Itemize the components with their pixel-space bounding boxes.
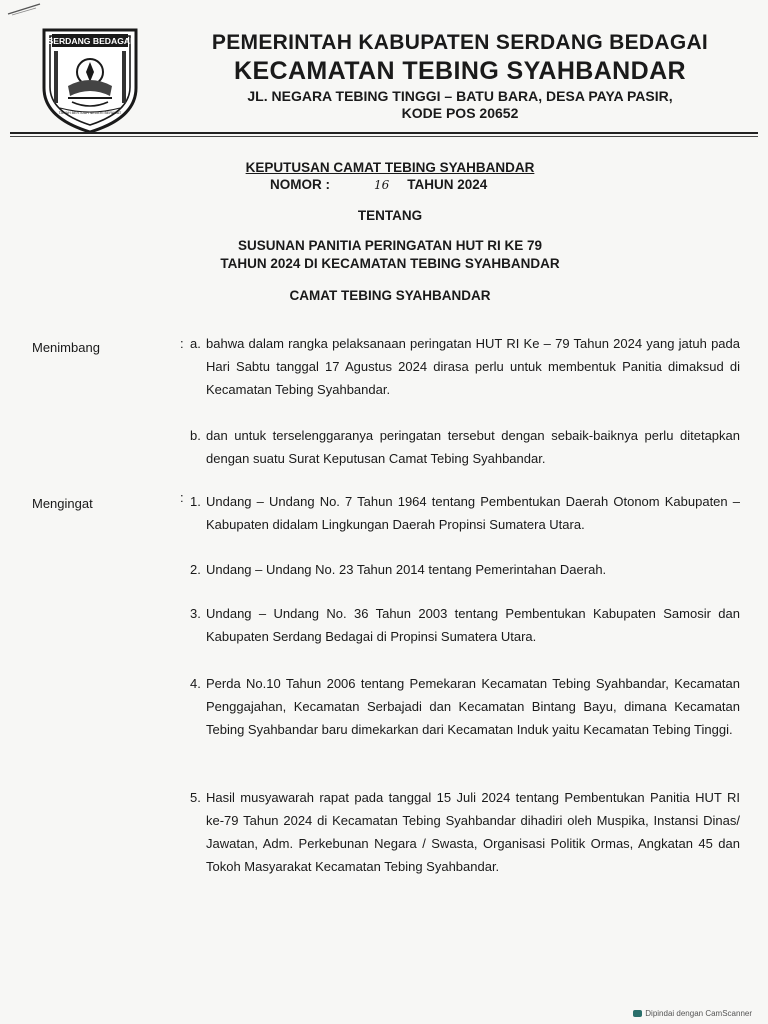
subject-line-1: SUSUNAN PANITIA PERINGATAN HUT RI KE 79 bbox=[237, 238, 543, 253]
mengingat-item-1 bbox=[190, 490, 740, 536]
menimbang-colon: : bbox=[180, 336, 184, 351]
district-name: KECAMATAN TEBING SYAHBANDAR bbox=[233, 57, 686, 85]
nomor-value: 16 bbox=[374, 178, 390, 192]
pen-mark bbox=[6, 2, 44, 16]
menimbang-item-b bbox=[190, 424, 740, 470]
nomor-label: NOMOR : bbox=[270, 177, 330, 192]
mengingat-item-4 bbox=[190, 672, 740, 741]
address-line: JL. NEGARA TEBING TINGGI – BATU BARA, DESA PAYA PASIR, bbox=[247, 88, 673, 104]
item-text: Hasil musyawarah rapat pada tanggal 15 Juli 2024 tentang Pembentukan Panitia HUT RI ke-79 Tahun 2024 di Kecamatan Tebing Syahbandar dihadiri oleh Muspika, Instansi Dinas/ Jawatan, Adm. Perkebunan Negara / Swasta, Organisasi Politik Ormas, Angkatan 45 dan Tokoh Masyarakat Kecamatan Tebing Syahbandar. bbox=[206, 790, 740, 874]
subject-line-2: TAHUN 2024 DI KECAMATAN TEBING SYAHBANDAR bbox=[220, 256, 560, 271]
decree-year: TAHUN 2024 bbox=[407, 177, 488, 192]
letterhead bbox=[150, 30, 768, 122]
item-marker: b. bbox=[190, 428, 201, 443]
item-text: dan untuk terselenggaranya peringatan tersebut dengan sebaik-baiknya perlu ditetapkan dengan suatu Surat Keputusan Camat Tebing Syahbandar. bbox=[206, 428, 740, 466]
tentang-heading: TENTANG bbox=[357, 208, 423, 223]
item-marker: a. bbox=[190, 336, 201, 351]
authority-heading: CAMAT TEBING SYAHBANDAR bbox=[289, 288, 491, 303]
item-text: Undang – Undang No. 36 Tahun 2003 tentang Pembentukan Kabupaten Samosir dan Kabupaten Serdang Bedagai di Propinsi Sumatera Utara. bbox=[206, 606, 740, 644]
item-text: Perda No.10 Tahun 2006 tentang Pemekaran Kecamatan Tebing Syahbandar, Kecamatan Penggajahan, Kecamatan Serbajadi dan Kecamatan Bintang Bayu, dimana Kecamatan Tebing Syahbandar baru dimekarkan dari Kecamatan Induk yaitu Kecamatan Tebing Tinggi. bbox=[206, 676, 740, 737]
decree-number bbox=[270, 177, 487, 192]
postal-code-line: KODE POS 20652 bbox=[401, 105, 519, 121]
mengingat-item-5 bbox=[190, 786, 740, 878]
emblem-banner-text: SERDANG BEDAGAI bbox=[47, 36, 133, 46]
mengingat-item-3 bbox=[190, 602, 740, 648]
government-name: PEMERINTAH KABUPATEN SERDANG BEDAGAI bbox=[211, 31, 709, 54]
menimbang-label: Menimbang bbox=[32, 340, 100, 355]
camscanner-icon bbox=[633, 1010, 642, 1017]
item-marker: 2. bbox=[190, 562, 201, 577]
letterhead-divider-thin bbox=[10, 136, 758, 137]
item-text: Undang – Undang No. 7 Tahun 1964 tentang Pembentukan Daerah Otonom Kabupaten – Kabupaten didalam Lingkungan Daerah Propinsi Sumatera Utara. bbox=[206, 494, 740, 532]
item-text: bahwa dalam rangka pelaksanaan peringatan HUT RI Ke – 79 Tahun 2024 yang jatuh pada Hari Sabtu tanggal 17 Agustus 2024 dirasa perlu untuk membentuk Panitia dimaksud di Kecamatan Tebing Syahbandar. bbox=[206, 336, 740, 397]
mengingat-colon: : bbox=[180, 490, 184, 505]
emblem-motto-text: TANAH BERTUAH NEGERI BERADAT bbox=[58, 111, 122, 115]
item-marker: 1. bbox=[190, 494, 201, 509]
item-marker: 3. bbox=[190, 606, 201, 621]
item-marker: 5. bbox=[190, 790, 201, 805]
scanner-text: Dipindai dengan CamScanner bbox=[645, 1009, 752, 1018]
mengingat-item-2 bbox=[190, 558, 740, 581]
mengingat-label: Mengingat bbox=[32, 496, 93, 511]
menimbang-item-a bbox=[190, 332, 740, 401]
item-marker: 4. bbox=[190, 676, 201, 691]
item-text: Undang – Undang No. 23 Tahun 2014 tentang Pemerintahan Daerah. bbox=[206, 562, 607, 577]
scanner-watermark bbox=[633, 1009, 752, 1018]
letterhead-divider bbox=[10, 132, 758, 134]
regency-emblem-logo bbox=[38, 26, 142, 134]
decree-title: KEPUTUSAN CAMAT TEBING SYAHBANDAR bbox=[245, 160, 535, 175]
